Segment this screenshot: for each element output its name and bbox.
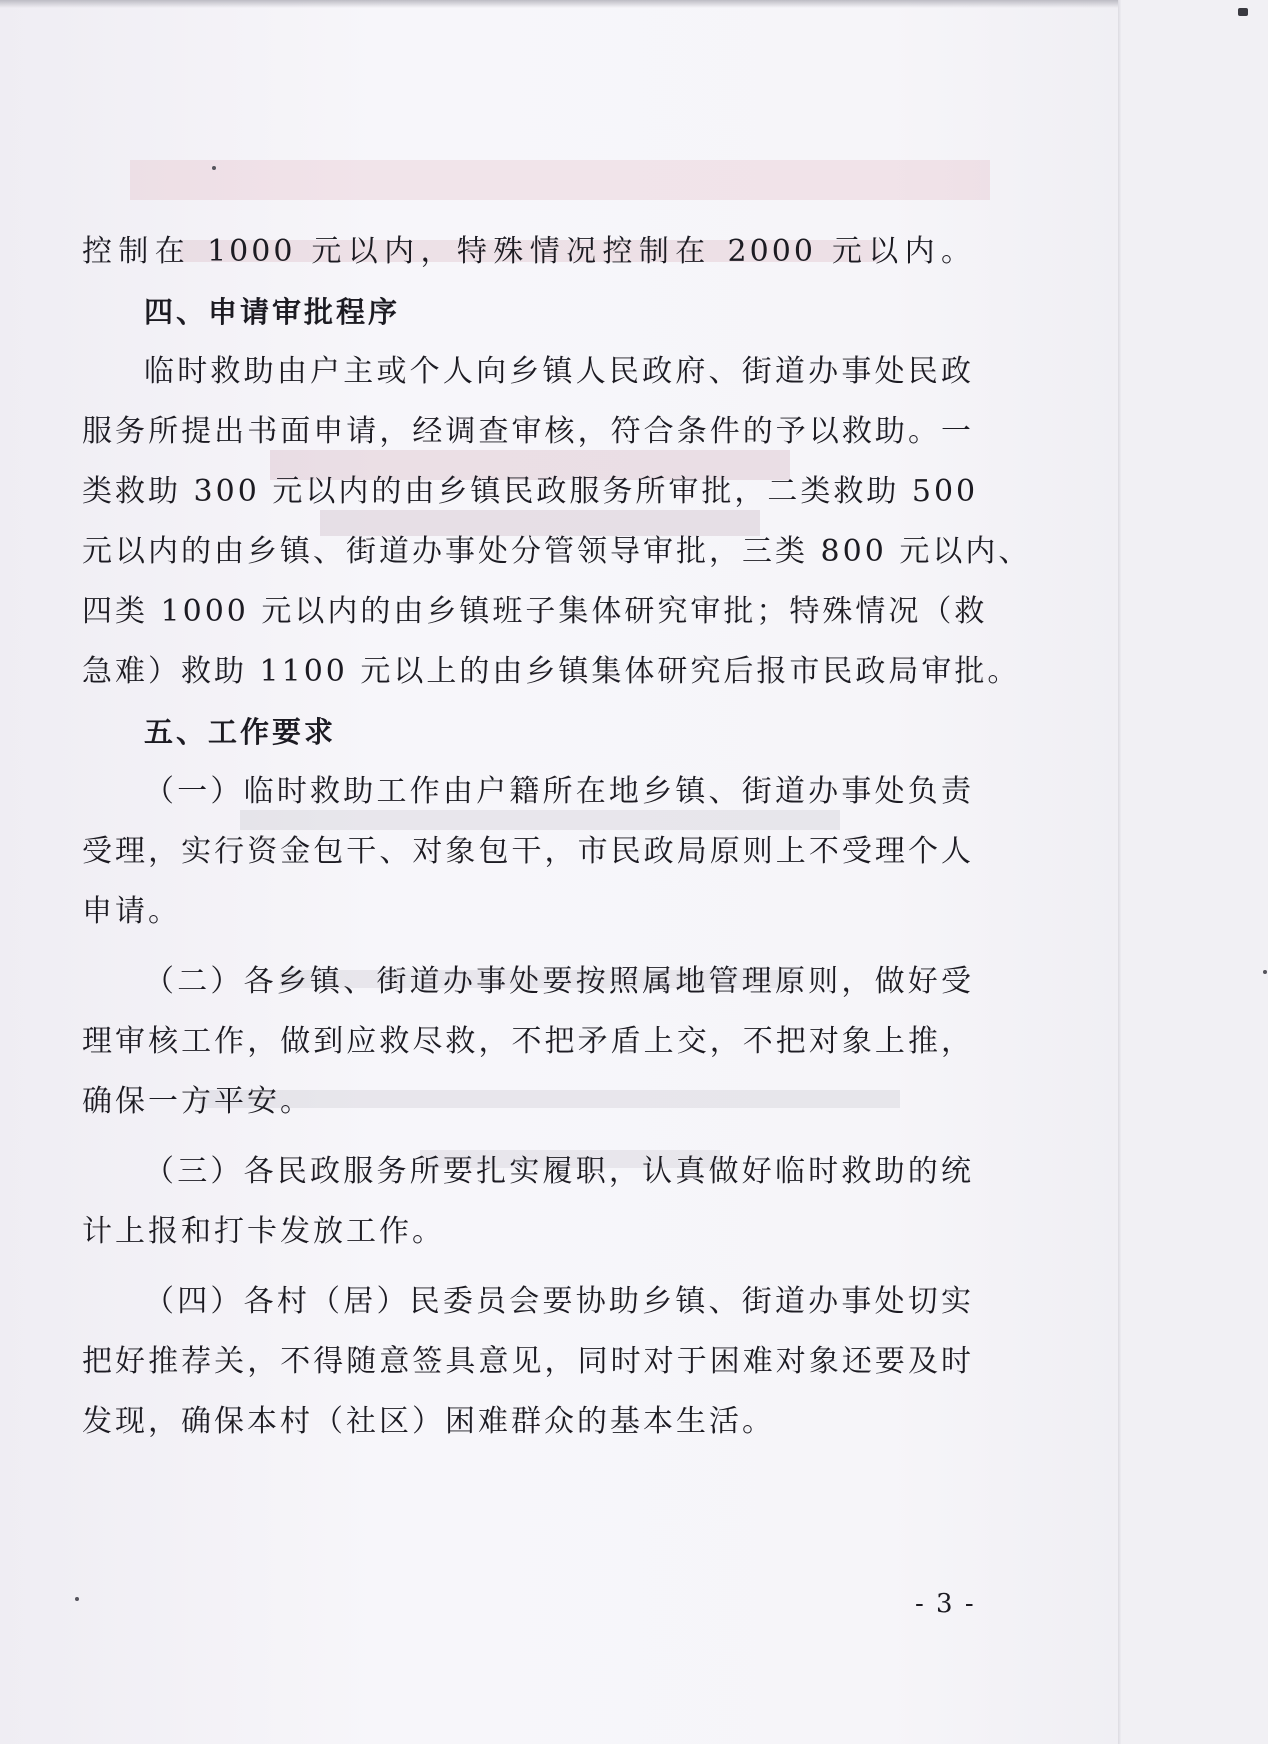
paper-right-edge <box>1118 0 1122 1744</box>
document-body <box>82 222 1032 1452</box>
scan-speck <box>1263 970 1267 974</box>
paragraph-line: 服务所提出书面申请，经调查审核，符合条件的予以救助。一 <box>82 414 974 449</box>
paragraph-gap <box>82 1132 974 1142</box>
paragraph-line: 计上报和打卡发放工作。 <box>82 1214 445 1249</box>
paragraph-line: 受理，实行资金包干、对象包干，市民政局原则上不受理个人 <box>82 834 974 869</box>
paragraph-line: 临时救助由户主或个人向乡镇人民政府、街道办事处民政 <box>144 354 974 389</box>
scan-speck <box>212 166 216 170</box>
paragraph-line: 理审核工作，做到应救尽救，不把矛盾上交，不把对象上推， <box>82 1024 974 1059</box>
section-heading-work-requirements: 五、工作要求 <box>144 715 337 749</box>
scan-corner-mark <box>1238 8 1248 16</box>
scanner-margin-strip <box>1122 0 1268 1744</box>
paragraph-line: 元以内的由乡镇、街道办事处分管领导审批，三类 800 元以内、 <box>82 534 1032 569</box>
paragraph-line: （一）临时救助工作由户籍所在地乡镇、街道办事处负责 <box>144 774 974 809</box>
paragraph-gap <box>82 942 974 952</box>
scan-top-shadow <box>0 0 1130 8</box>
paragraph-line: 把好推荐关，不得随意签具意见，同时对于困难对象还要及时 <box>82 1344 974 1379</box>
paragraph-line: （四）各村（居）民委员会要协助乡镇、街道办事处切实 <box>144 1284 974 1319</box>
paragraph-line: （二）各乡镇、街道办事处要按照属地管理原则，做好受 <box>144 964 974 999</box>
scan-speck <box>75 1597 79 1601</box>
paragraph-line: 发现，确保本村（社区）困难群众的基本生活。 <box>82 1404 775 1439</box>
paragraph-line: 确保一方平安。 <box>82 1084 313 1119</box>
paragraph-line: 急难）救助 1100 元以上的由乡镇集体研究后报市民政局审批。 <box>82 654 1021 689</box>
page-number: - 3 - <box>915 1589 976 1619</box>
paragraph-gap <box>82 1262 974 1272</box>
section-heading-application-procedure: 四、申请审批程序 <box>144 295 401 329</box>
paragraph-line: 申请。 <box>82 894 181 929</box>
paragraph-line: （三）各民政服务所要扎实履职，认真做好临时救助的统 <box>144 1154 974 1189</box>
paragraph-line: 类救助 300 元以内的由乡镇民政服务所审批，二类救助 500 <box>82 474 979 509</box>
paragraph-line: 四类 1000 元以内的由乡镇班子集体研究审批；特殊情况（救 <box>82 594 988 629</box>
paragraph-line: 控制在 1000 元以内，特殊情况控制在 2000 元以内。 <box>82 234 974 269</box>
